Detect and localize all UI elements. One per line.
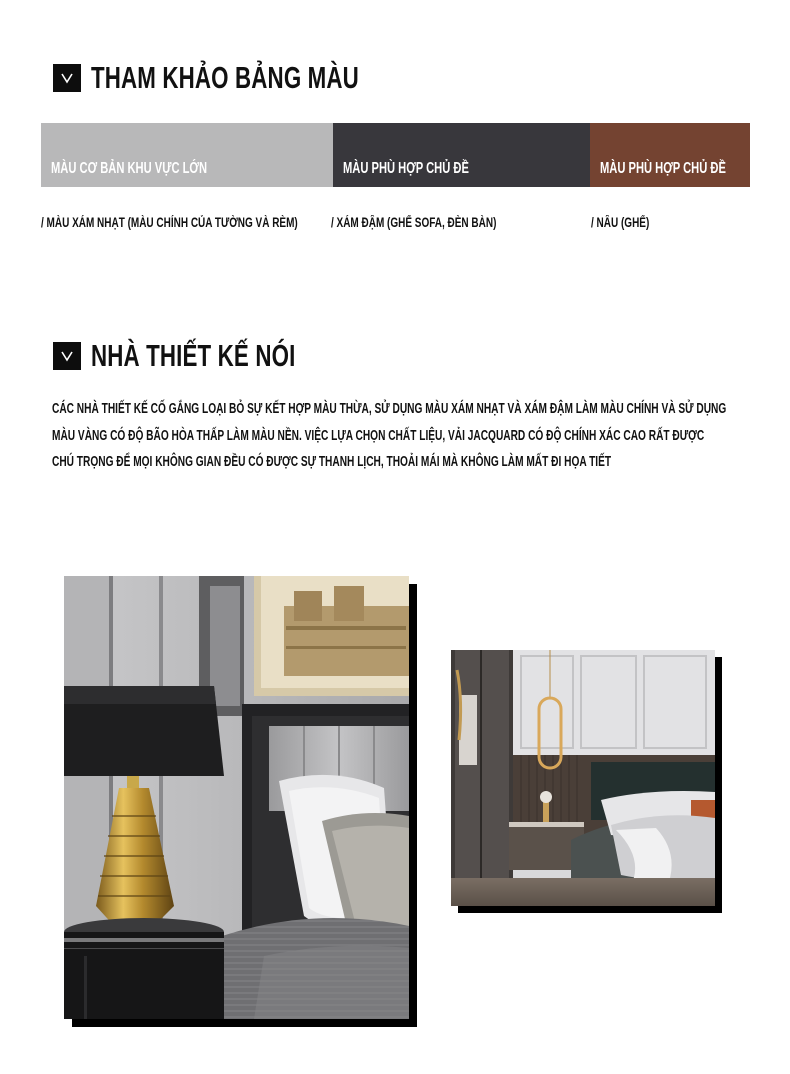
swatch-note: / NÂU (GHẾ)	[591, 215, 650, 230]
bedroom-lamp-photo	[64, 576, 409, 1019]
swatch-light-grey	[41, 123, 333, 187]
swatch-dark-grey	[333, 123, 590, 187]
paragraph-line: CHÚ TRỌNG ĐỂ MỌI KHÔNG GIAN ĐỀU CÓ ĐƯỢC SỰ THANH LỊCH, THOẢI MÁI MÀ KHÔNG LÀM MẤT ĐI HỌA TIẾT	[52, 454, 612, 470]
swatch-note: / XÁM ĐẬM (GHẾ SOFA, ĐÈN BÀN)	[331, 215, 497, 230]
swatch-brown	[590, 123, 750, 187]
designer-section-title: NHÀ THIẾT KẾ NÓI	[91, 338, 296, 373]
swatch-note: / MÀU XÁM NHẠT (MÀU CHÍNH CỦA TƯỜNG VÀ RÈM)	[41, 215, 298, 230]
designer-section-header	[53, 340, 375, 371]
paragraph-line: MÀU VÀNG CÓ ĐỘ BÃO HÒA THẤP LÀM MÀU NỀN. VIỆC LỰA CHỌN CHẤT LIỆU, VẢI JACQUARD CÓ ĐỘ CHÍNH XÁC CAO RẤT ĐƯỢC	[52, 427, 705, 444]
swatch-label: MÀU CƠ BẢN KHU VỰC LỚN	[51, 160, 208, 177]
check-icon	[53, 64, 81, 92]
bedroom-overview-photo	[451, 650, 715, 906]
swatch-label: MÀU PHÙ HỢP CHỦ ĐỀ	[600, 160, 726, 177]
palette-section-title: THAM KHẢO BẢNG MÀU	[91, 60, 359, 95]
designer-paragraph	[52, 396, 790, 476]
color-palette	[41, 123, 750, 187]
swatch-label: MÀU PHÙ HỢP CHỦ ĐỀ	[343, 160, 469, 177]
palette-section-header	[53, 62, 463, 93]
paragraph-line: CÁC NHÀ THIẾT KẾ CỐ GẮNG LOẠI BỎ SỰ KẾT HỢP MÀU THỪA, SỬ DỤNG MÀU XÁM NHẠT VÀ XÁM ĐẬM LÀM MÀU CHÍNH VÀ SỬ DỤNG	[52, 401, 727, 417]
check-icon	[53, 342, 81, 370]
